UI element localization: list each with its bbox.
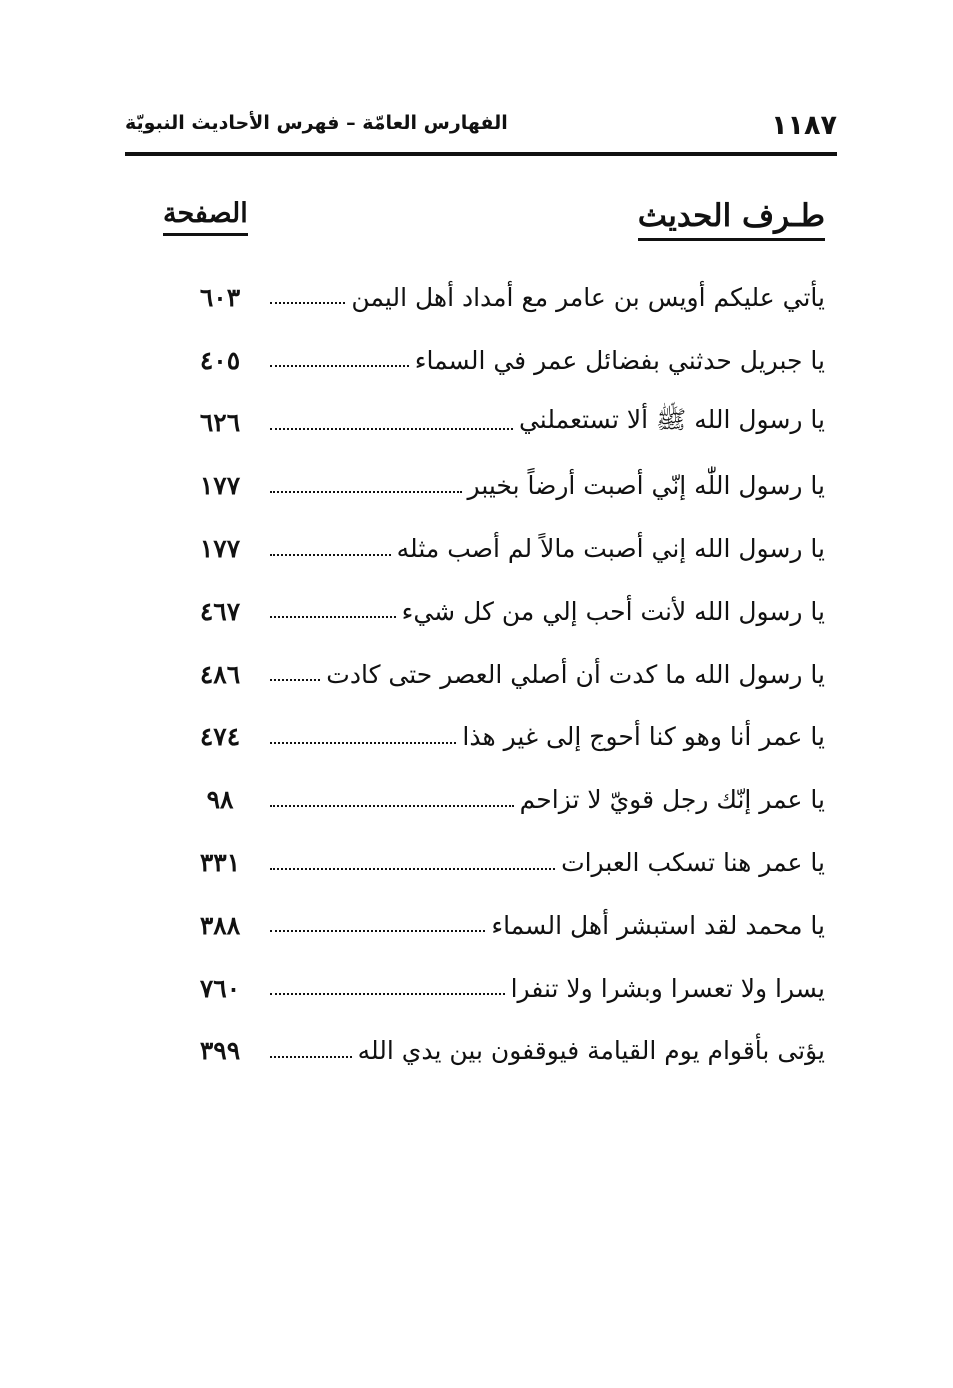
dot-leader bbox=[270, 679, 320, 681]
hadith-text: يا رسول الله ﷺ ألا تستعملني bbox=[518, 405, 825, 435]
column-header-hadith: طـرف الحديث bbox=[638, 198, 825, 241]
dot-leader bbox=[270, 993, 505, 995]
list-item bbox=[170, 392, 825, 455]
list-item bbox=[170, 580, 825, 643]
column-header-page: الصفحة bbox=[163, 198, 248, 236]
hadith-text: يا محمد لقد استبشر أهل السماء bbox=[491, 910, 825, 940]
page-reference: ٩٨ bbox=[206, 785, 234, 815]
dot-leader bbox=[270, 616, 396, 618]
page-reference: ٣٣١ bbox=[199, 848, 241, 878]
hadith-text: يا رسول الله ما كدت أن أصلي العصر حتى كادت bbox=[326, 659, 825, 689]
page-number: ١١٨٧ bbox=[771, 110, 837, 141]
dot-leader bbox=[270, 1056, 352, 1058]
dot-leader bbox=[270, 805, 514, 807]
list-item bbox=[170, 894, 825, 957]
page-reference: ٤٧٤ bbox=[199, 722, 241, 752]
list-item bbox=[170, 329, 825, 392]
dot-leader bbox=[270, 554, 391, 556]
page-header bbox=[125, 100, 837, 156]
list-item bbox=[170, 706, 825, 769]
dot-leader bbox=[270, 868, 555, 870]
page-reference: ٣٨٨ bbox=[199, 910, 241, 940]
dot-leader bbox=[270, 930, 485, 932]
hadith-text: يا رسول اللّٰه إنّي أصبت أرضاً بخيبر bbox=[467, 471, 825, 501]
dot-leader bbox=[270, 428, 513, 430]
list-item bbox=[170, 1020, 825, 1083]
page-reference: ٧٦٠ bbox=[199, 973, 241, 1003]
list-item bbox=[170, 768, 825, 831]
list-item bbox=[170, 831, 825, 894]
hadith-text: يا جبريل حدثني بفضائل عمر في السماء bbox=[414, 345, 825, 375]
page-reference: ١٧٧ bbox=[199, 534, 241, 564]
list-item bbox=[170, 643, 825, 706]
hadith-text: يا رسول الله إني أصبت مالاً لم أصب مثله bbox=[396, 534, 825, 564]
dot-leader bbox=[270, 742, 456, 744]
page-reference: ٦٠٣ bbox=[199, 282, 241, 312]
hadith-text: يا عمر أنا وهو كنا أحوج إلى غير هذا bbox=[462, 722, 825, 752]
hadith-text: يا رسول الله لأنت أحب إلي من كل شيء bbox=[401, 596, 825, 626]
hadith-text: يسرا ولا تعسرا وبشرا ولا تنفرا bbox=[510, 973, 825, 1003]
hadith-text: يا عمر إنّك رجل قويّ لا تزاحم bbox=[519, 785, 825, 815]
page-reference: ٤٦٧ bbox=[199, 596, 241, 626]
dot-leader bbox=[270, 302, 345, 304]
list-item bbox=[170, 454, 825, 517]
page-reference: ٤٨٦ bbox=[199, 659, 241, 689]
hadith-text: يأتي عليكم أويس بن عامر مع أمداد أهل اليمن bbox=[351, 282, 825, 312]
dot-leader bbox=[270, 491, 462, 493]
page-reference: ٤٠٥ bbox=[199, 345, 241, 375]
hadith-text: يا عمر هنا تسكب العبرات bbox=[561, 848, 825, 878]
page-reference: ٣٩٩ bbox=[199, 1036, 241, 1066]
list-item bbox=[170, 266, 825, 329]
page-reference: ١٧٧ bbox=[199, 471, 241, 501]
hadith-index-list bbox=[170, 266, 825, 1082]
dot-leader bbox=[270, 365, 409, 367]
list-item bbox=[170, 517, 825, 580]
running-title: الفهارس العامّة – فهرس الأحاديث النبويّة bbox=[125, 112, 508, 134]
hadith-text: يؤتى بأقوام يوم القيامة فيوقفون بين يدي الله bbox=[357, 1036, 825, 1066]
page-reference: ٦٢٦ bbox=[199, 408, 241, 438]
list-item bbox=[170, 957, 825, 1020]
